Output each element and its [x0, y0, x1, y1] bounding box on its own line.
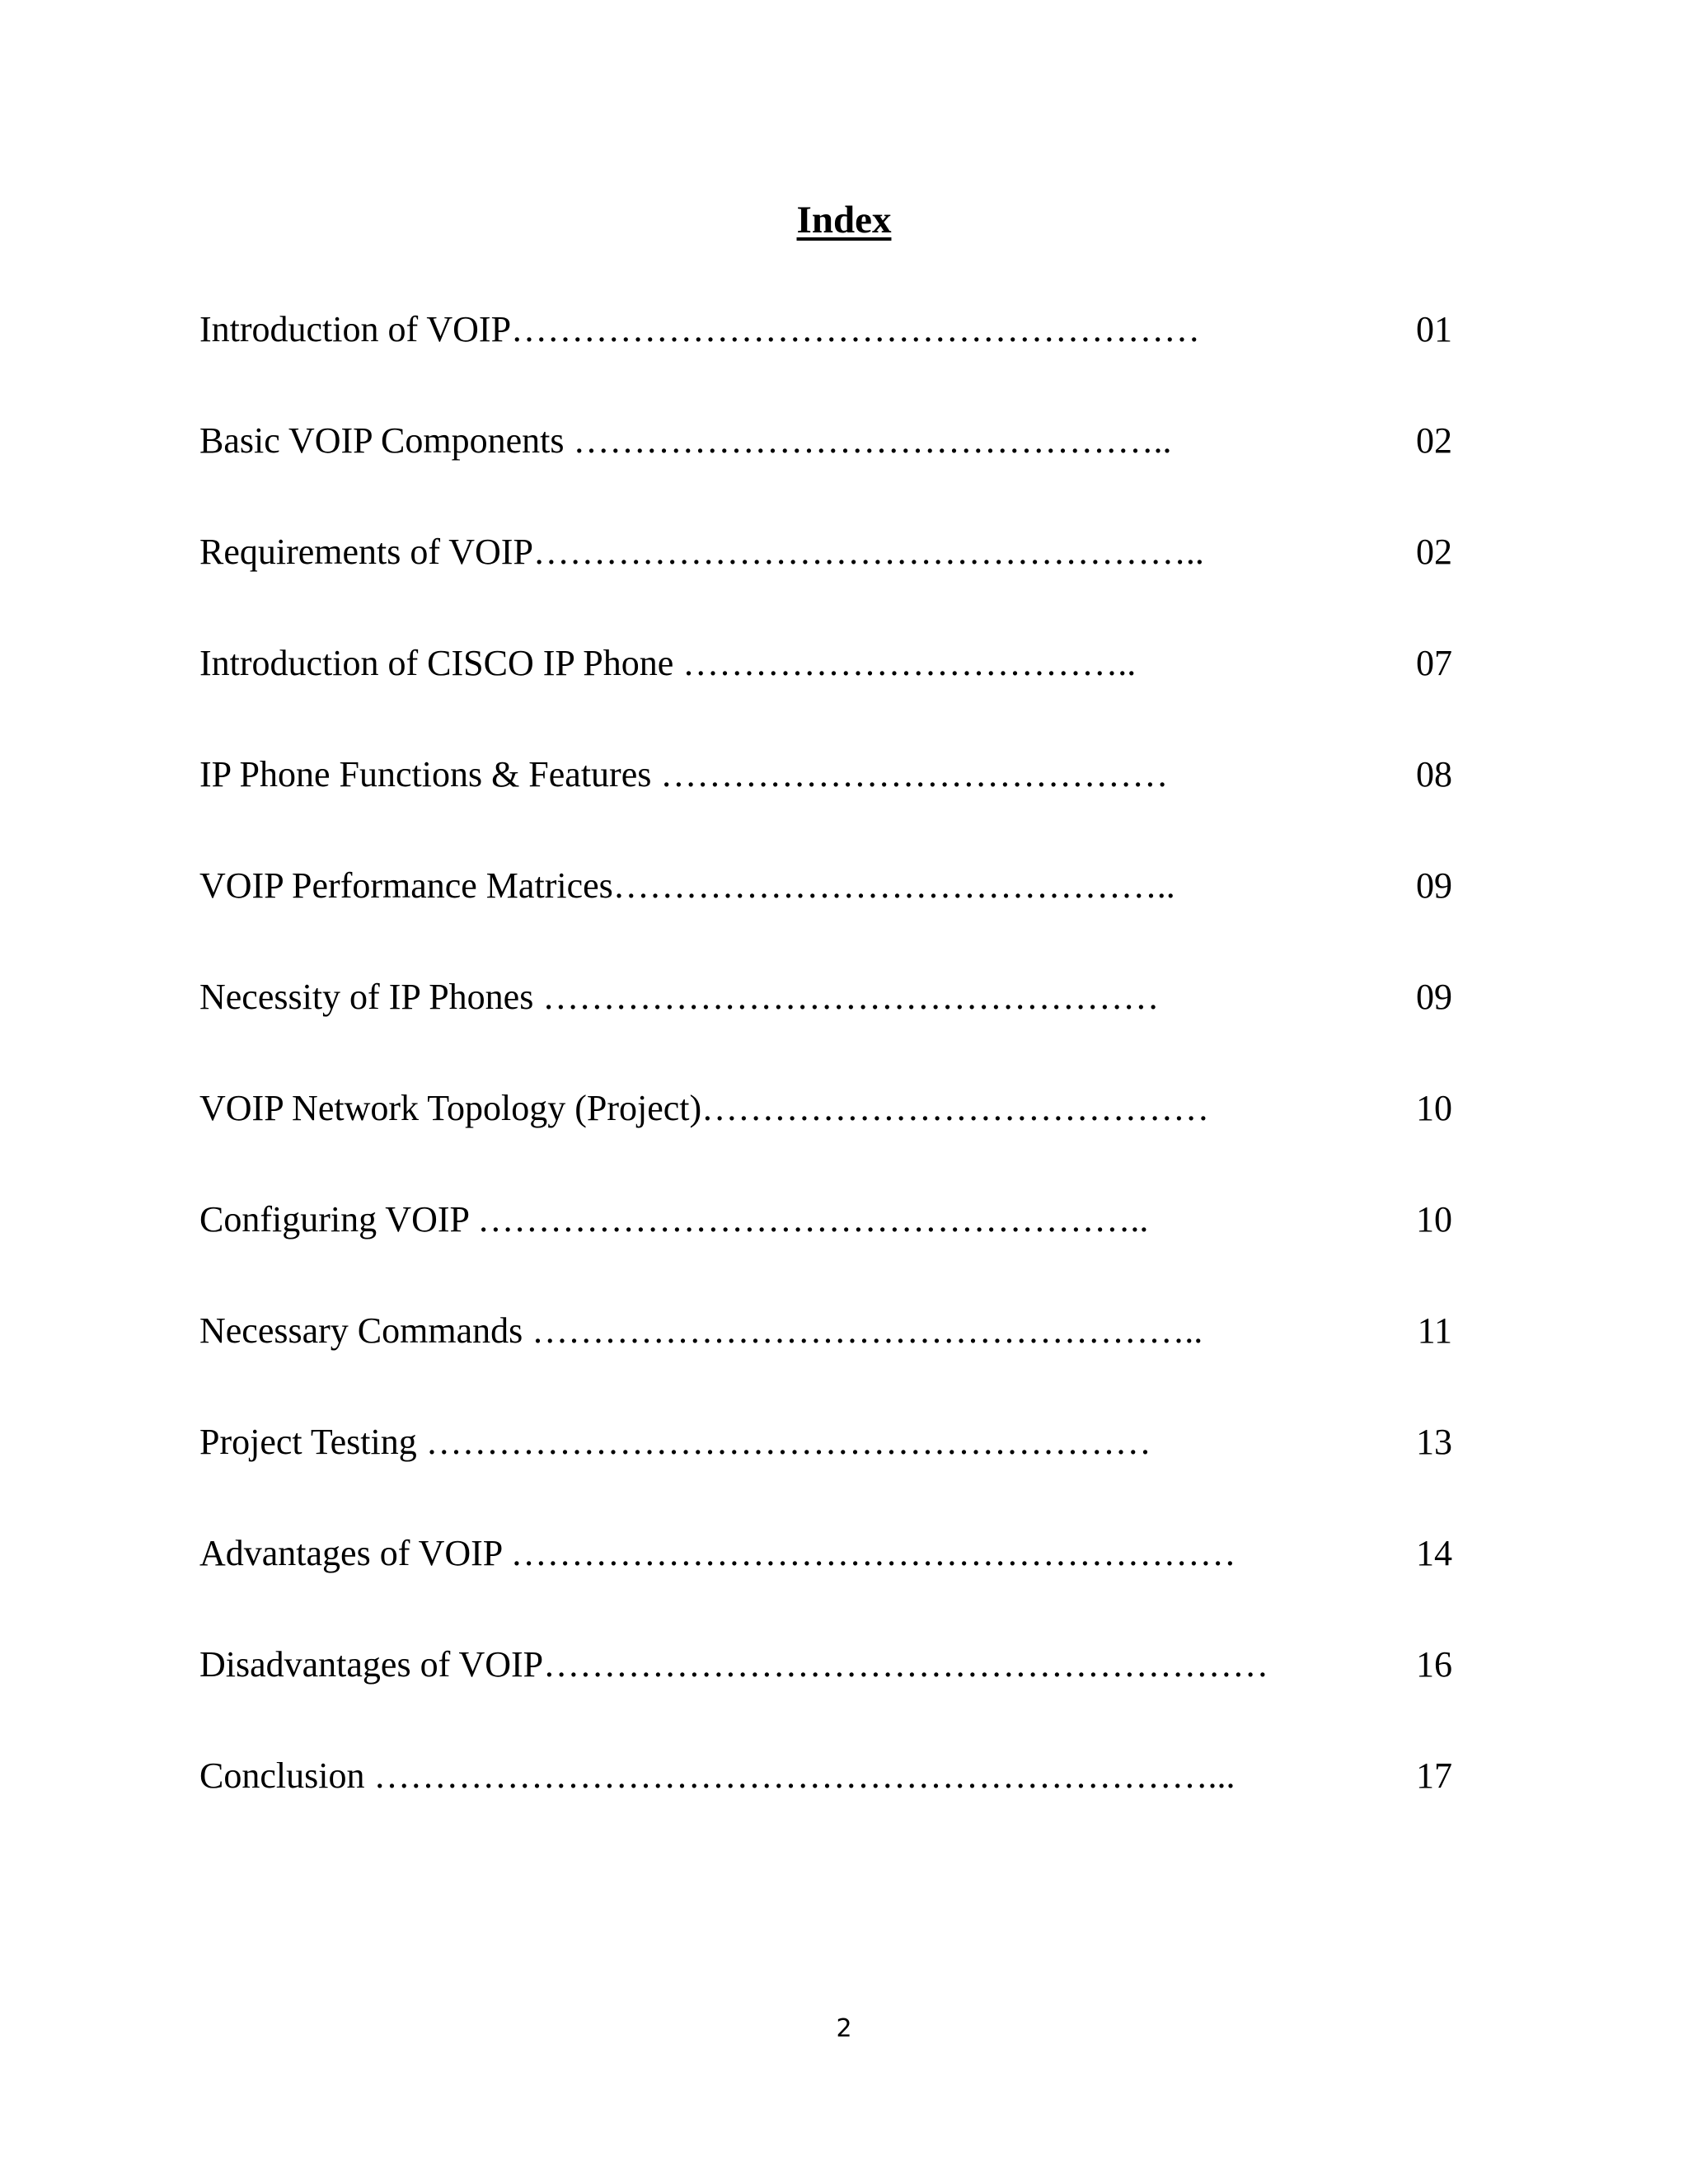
- toc-entry-text: Basic VOIP Components …………………………………………..: [199, 420, 1172, 461]
- toc-entry-text: Conclusion ……………………………………………………………...: [199, 1755, 1236, 1796]
- toc-entry-text: Introduction of VOIP…………………………………………………: [199, 309, 1201, 349]
- page-number: 2: [836, 2014, 852, 2043]
- toc-page-number: 07: [1416, 643, 1452, 683]
- toc-page-number: 16: [1416, 1644, 1452, 1685]
- toc-entry-text: Disadvantages of VOIP……………………………………………………: [199, 1644, 1269, 1685]
- toc-entry-text: IP Phone Functions & Features ……………………………………: [199, 754, 1169, 794]
- toc-entry-text: Introduction of CISCO IP Phone ………………………………..: [199, 643, 1137, 683]
- toc-page-number: 09: [1416, 977, 1452, 1017]
- toc-row: [199, 527, 1452, 639]
- table-of-contents: [199, 305, 1452, 1863]
- toc-row: [199, 305, 1452, 416]
- toc-row: [199, 1640, 1452, 1751]
- toc-entry-text: VOIP Performance Matrices………………………………………..: [199, 865, 1175, 906]
- toc-page-number: 14: [1416, 1533, 1452, 1573]
- toc-row: [199, 1195, 1452, 1306]
- page-title: Index: [796, 199, 892, 241]
- toc-row: [199, 972, 1452, 1084]
- toc-entry-text: Configuring VOIP ………………………………………………..: [199, 1199, 1149, 1240]
- toc-page-number: 01: [1416, 309, 1452, 349]
- toc-page-number: 11: [1417, 1310, 1452, 1351]
- toc-entry-text: VOIP Network Topology (Project)……………………………………: [199, 1088, 1210, 1128]
- toc-row: [199, 1529, 1452, 1640]
- toc-entry-text: Necessity of IP Phones ……………………………………………: [199, 977, 1160, 1017]
- toc-page-number: 17: [1416, 1755, 1452, 1796]
- toc-page-number: 10: [1416, 1199, 1452, 1240]
- toc-page-number: 13: [1416, 1422, 1452, 1462]
- toc-row: [199, 750, 1452, 861]
- toc-row: [199, 416, 1452, 527]
- toc-entry-text: Requirements of VOIP………………………………………………..: [199, 532, 1204, 572]
- toc-entry-text: Advantages of VOIP ……………………………………………………: [199, 1533, 1236, 1573]
- toc-row: [199, 1084, 1452, 1195]
- toc-page-number: 08: [1416, 754, 1452, 794]
- toc-row: [199, 1306, 1452, 1418]
- toc-entry-text: Project Testing ……………………………………………………: [199, 1422, 1151, 1462]
- toc-row: [199, 861, 1452, 972]
- toc-page-number: 02: [1416, 532, 1452, 572]
- toc-entry-text: Necessary Commands ………………………………………………..: [199, 1310, 1203, 1351]
- toc-row: [199, 1418, 1452, 1529]
- toc-page-number: 09: [1416, 865, 1452, 906]
- toc-row: [199, 1751, 1452, 1863]
- toc-page-number: 10: [1416, 1088, 1452, 1128]
- toc-page-number: 02: [1416, 420, 1452, 461]
- toc-row: [199, 639, 1452, 750]
